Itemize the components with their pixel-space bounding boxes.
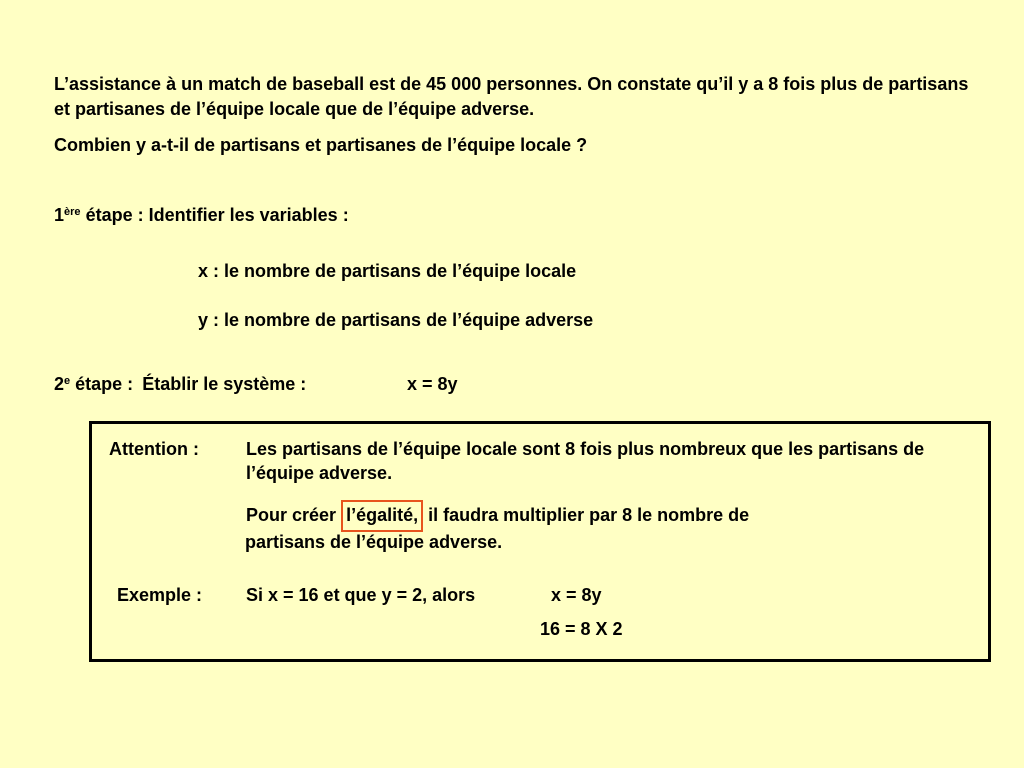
equality-prefix: Pour créer xyxy=(246,505,337,525)
step1-number: 1 xyxy=(54,205,65,225)
step2-label: étape : xyxy=(75,374,134,394)
step1-sup: ère xyxy=(64,206,81,218)
variable-x-definition: x : le nombre de partisans de l’équipe locale xyxy=(198,261,577,281)
problem-statement: L’assistance à un match de baseball est de 45 000 personnes. On constate qu’il y a 8 fois plus de partisans et partisanes de l’équipe locale que de l’équipe adverse. xyxy=(54,74,969,119)
equality-line2: partisans de l’équipe adverse. xyxy=(245,532,503,552)
example-text: Si x = 16 et que y = 2, alors xyxy=(246,585,476,605)
system-equation: x = 8y xyxy=(407,374,458,394)
step2-heading xyxy=(54,372,306,396)
step2-number: 2 xyxy=(54,374,65,394)
step2-sup: e xyxy=(64,375,71,387)
step1-label: étape : xyxy=(85,205,144,225)
example-equation: x = 8y xyxy=(551,585,602,605)
step2-title: Établir le système : xyxy=(142,374,307,394)
equality-highlight: l’égalité, xyxy=(341,500,423,532)
variable-y-definition: y : le nombre de partisans de l’équipe adverse xyxy=(198,310,594,330)
example-label: Exemple : xyxy=(117,585,203,605)
equality-suffix: il faudra multiplier par 8 le nombre de xyxy=(428,505,750,525)
example-result: 16 = 8 X 2 xyxy=(540,619,623,639)
attention-label: Attention : xyxy=(109,439,199,459)
attention-text: Les partisans de l’équipe locale sont 8 fois plus nombreux que les partisans de l’équipe adverse. xyxy=(246,439,925,483)
equality-line xyxy=(246,500,749,532)
problem-question: Combien y a-t-il de partisans et partisanes de l’équipe locale ? xyxy=(54,135,588,155)
step1-title: Identifier les variables : xyxy=(148,205,349,225)
attention-box xyxy=(89,421,991,662)
step1-heading xyxy=(54,203,349,227)
